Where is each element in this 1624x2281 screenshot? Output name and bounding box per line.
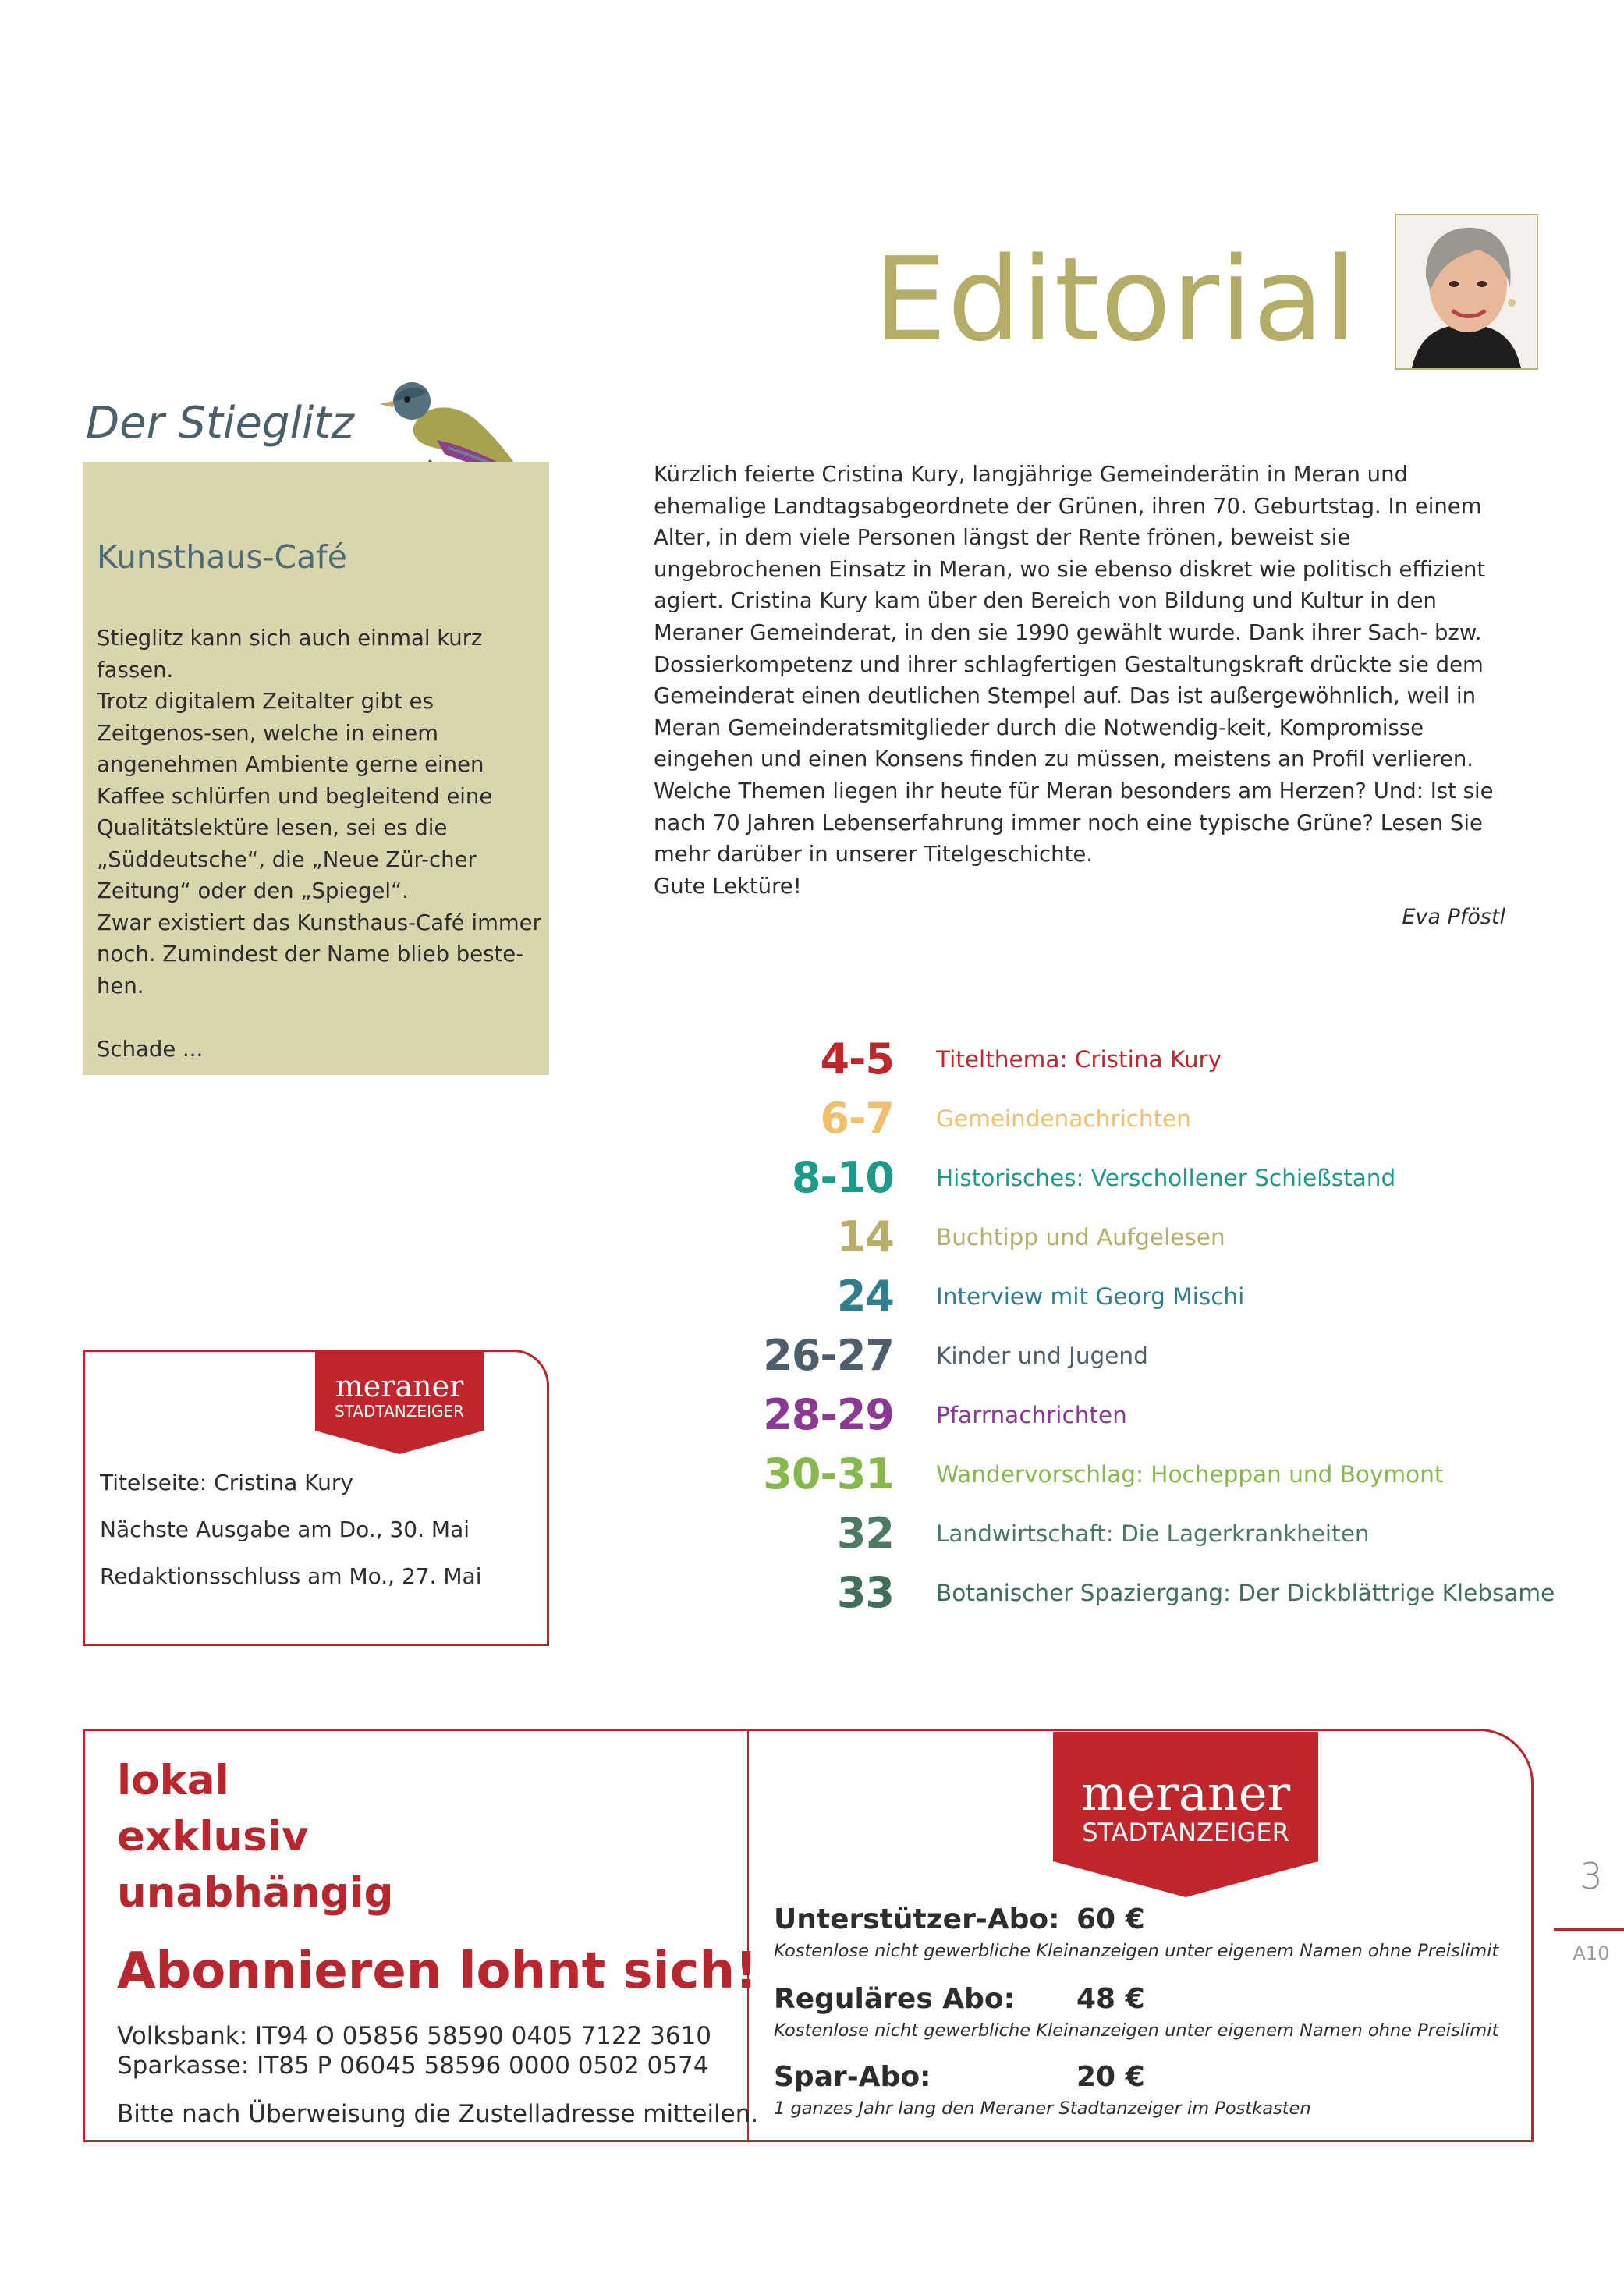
info-line-cover: Titelseite: Cristina Kury — [100, 1470, 353, 1495]
slogan-line: exklusiv — [117, 1813, 309, 1861]
toc-pages: 28-29 — [763, 1390, 894, 1439]
toc-label: Pfarrnachrichten — [936, 1402, 1127, 1428]
stieglitz-paragraph: Schade ... — [97, 1036, 204, 1062]
abo-option-desc: Kostenlose nicht gewerbliche Kleinanzeigen unter eigenem Namen ohne Preislimit — [774, 1941, 1499, 1961]
stieglitz-subtitle: Kunsthaus-Café — [97, 538, 347, 576]
page-number: 3 — [1580, 1855, 1603, 1897]
editorial-paragraph: Welche Themen liegen ihr heute für Meran besonders am Herzen? Und: Ist sie nach 70 Jahren Lebenserfahrung immer noch eine typische Grüne? Lesen Sie mehr darüber in unserer Titelgeschichte. — [654, 778, 1494, 867]
abo-option-name: Reguläres Abo: — [774, 1983, 1016, 2015]
toc-item[interactable] — [702, 1445, 1560, 1504]
abo-option-name: Spar-Abo: — [774, 2061, 931, 2093]
toc-pages: 4-5 — [820, 1034, 894, 1084]
toc-label: Wandervorschlag: Hocheppan und Boymont — [936, 1461, 1444, 1488]
subscription-note: Bitte nach Überweisung die Zustelladresse mitteilen. — [117, 2100, 759, 2128]
subscription-divider — [747, 1731, 749, 2140]
bank-account-sparkasse: Sparkasse: IT85 P 06045 58596 0000 0502 0574 — [117, 2052, 709, 2080]
bank-account-volksbank: Volksbank: IT94 O 05856 58590 0405 7122 3610 — [117, 2022, 712, 2050]
toc-label: Landwirtschaft: Die Lagerkrankheiten — [936, 1520, 1370, 1547]
toc-item[interactable] — [702, 1504, 1560, 1563]
subscription-cta: Abonnieren lohnt sich! — [117, 1942, 758, 2000]
logo-text-bottom: STADTANZEIGER — [334, 1402, 465, 1421]
abo-option-price: 60 € — [1076, 1903, 1145, 1935]
toc-label: Titelthema: Cristina Kury — [936, 1046, 1222, 1073]
stieglitz-paragraph — [97, 1002, 545, 1034]
slogan-line: lokal — [117, 1757, 229, 1804]
stieglitz-body — [97, 623, 545, 1065]
toc-item[interactable] — [702, 1326, 1560, 1385]
editorial-paragraph: Gute Lektüre! — [654, 873, 802, 899]
toc-pages: 32 — [836, 1509, 894, 1558]
toc-label: Interview mit Georg Mischi — [936, 1283, 1245, 1310]
stieglitz-paragraph: Zwar existiert das Kunsthaus-Café immer noch. Zumindest der Name blieb beste-hen. — [97, 910, 541, 999]
info-line-next-issue: Nächste Ausgabe am Do., 30. Mai — [100, 1517, 470, 1542]
toc-label: Historisches: Verschollener Schießstand — [936, 1165, 1396, 1191]
info-line-deadline: Redaktionsschluss am Mo., 27. Mai — [100, 1563, 482, 1589]
editorial-body — [654, 459, 1512, 902]
portrait-image — [1396, 215, 1537, 368]
abo-option-price: 48 € — [1076, 1983, 1145, 2015]
toc-item[interactable] — [702, 1267, 1560, 1326]
page-number-divider — [1554, 1928, 1624, 1931]
toc-item[interactable] — [702, 1148, 1560, 1208]
editorial-paragraph: Kürzlich feierte Cristina Kury, langjährige Gemeinderätin in Meran und ehemalige Landtagsabgeordnete der Grünen, ihren 70. Geburtstag. In einem Alter, in dem viele Personen längst der Rente frönen, beweist sie ungebrochenen Einsatz in Meran, wo sie ebenso diskret wie politisch effizient agiert. Cristina Kury kam über den Bereich von Bildung und Kultur in den Meraner Gemeinderat, in den sie 1990 gewählt wurde. Dank ihrer Sach- bzw. Dossierkompetenz und ihrer schlagfertigen Gestaltungskraft drückte sie dem Gemeinderat einen deutlichen Stempel auf. Das ist außergewöhnlich, weil in Meran Gemeinderatsmitglieder durch die Notwendig-keit, Kompromisse eingehen und einen Konsens finden zu müssen, meistens an Profil verlieren. — [654, 462, 1486, 772]
toc-pages: 14 — [836, 1212, 894, 1261]
toc-label: Gemeindenachrichten — [936, 1105, 1192, 1132]
toc-item[interactable] — [702, 1385, 1560, 1445]
stieglitz-paragraph: Stieglitz kann sich auch einmal kurz fassen. — [97, 626, 483, 683]
toc-item[interactable] — [702, 1030, 1560, 1089]
toc-item[interactable] — [702, 1563, 1560, 1623]
logo-text-top: meraner — [335, 1369, 464, 1403]
meraner-logo-large — [1053, 1732, 1318, 1897]
toc-pages: 33 — [836, 1568, 894, 1617]
abo-option-desc: Kostenlose nicht gewerbliche Kleinanzeigen unter eigenem Namen ohne Preislimit — [774, 2020, 1499, 2041]
stieglitz-paragraph: Trotz digitalem Zeitalter gibt es Zeitgenos-sen, welche in einem angenehmen Ambiente gerne einen Kaffee schlürfen und begleitend eine Qualitätslektüre lesen, sei es die „Süddeutsche“, die „Neue Zür-cher Zeitung“ oder den „Spiegel“. — [97, 689, 493, 903]
abo-option-price: 20 € — [1076, 2061, 1145, 2093]
toc-item[interactable] — [702, 1208, 1560, 1267]
meraner-logo — [315, 1351, 484, 1454]
stieglitz-title: Der Stieglitz — [86, 398, 354, 449]
editorial-author: Eva Pföstl — [1402, 905, 1505, 929]
toc-label: Kinder und Jugend — [936, 1343, 1148, 1369]
logo-text-top: meraner — [1080, 1765, 1291, 1822]
page-code: A10 — [1573, 1942, 1610, 1964]
toc-label: Botanischer Spaziergang: Der Dickblättrige Klebsame — [936, 1580, 1555, 1606]
slogan-line: unabhängig — [117, 1869, 394, 1917]
toc-pages: 6-7 — [820, 1094, 894, 1143]
toc-label: Buchtipp und Aufgelesen — [936, 1224, 1225, 1250]
logo-text-bottom: STADTANZEIGER — [1082, 1818, 1289, 1847]
editorial-title: Editorial — [874, 232, 1357, 367]
author-portrait — [1395, 214, 1538, 370]
toc-item[interactable] — [702, 1089, 1560, 1148]
toc-pages: 24 — [836, 1272, 894, 1321]
abo-option-name: Unterstützer-Abo: — [774, 1903, 1060, 1935]
toc-pages: 26-27 — [763, 1331, 894, 1380]
toc-pages: 30-31 — [763, 1449, 894, 1499]
toc-pages: 8-10 — [791, 1153, 894, 1202]
abo-option-desc: 1 ganzes Jahr lang den Meraner Stadtanzeiger im Postkasten — [774, 2098, 1311, 2119]
